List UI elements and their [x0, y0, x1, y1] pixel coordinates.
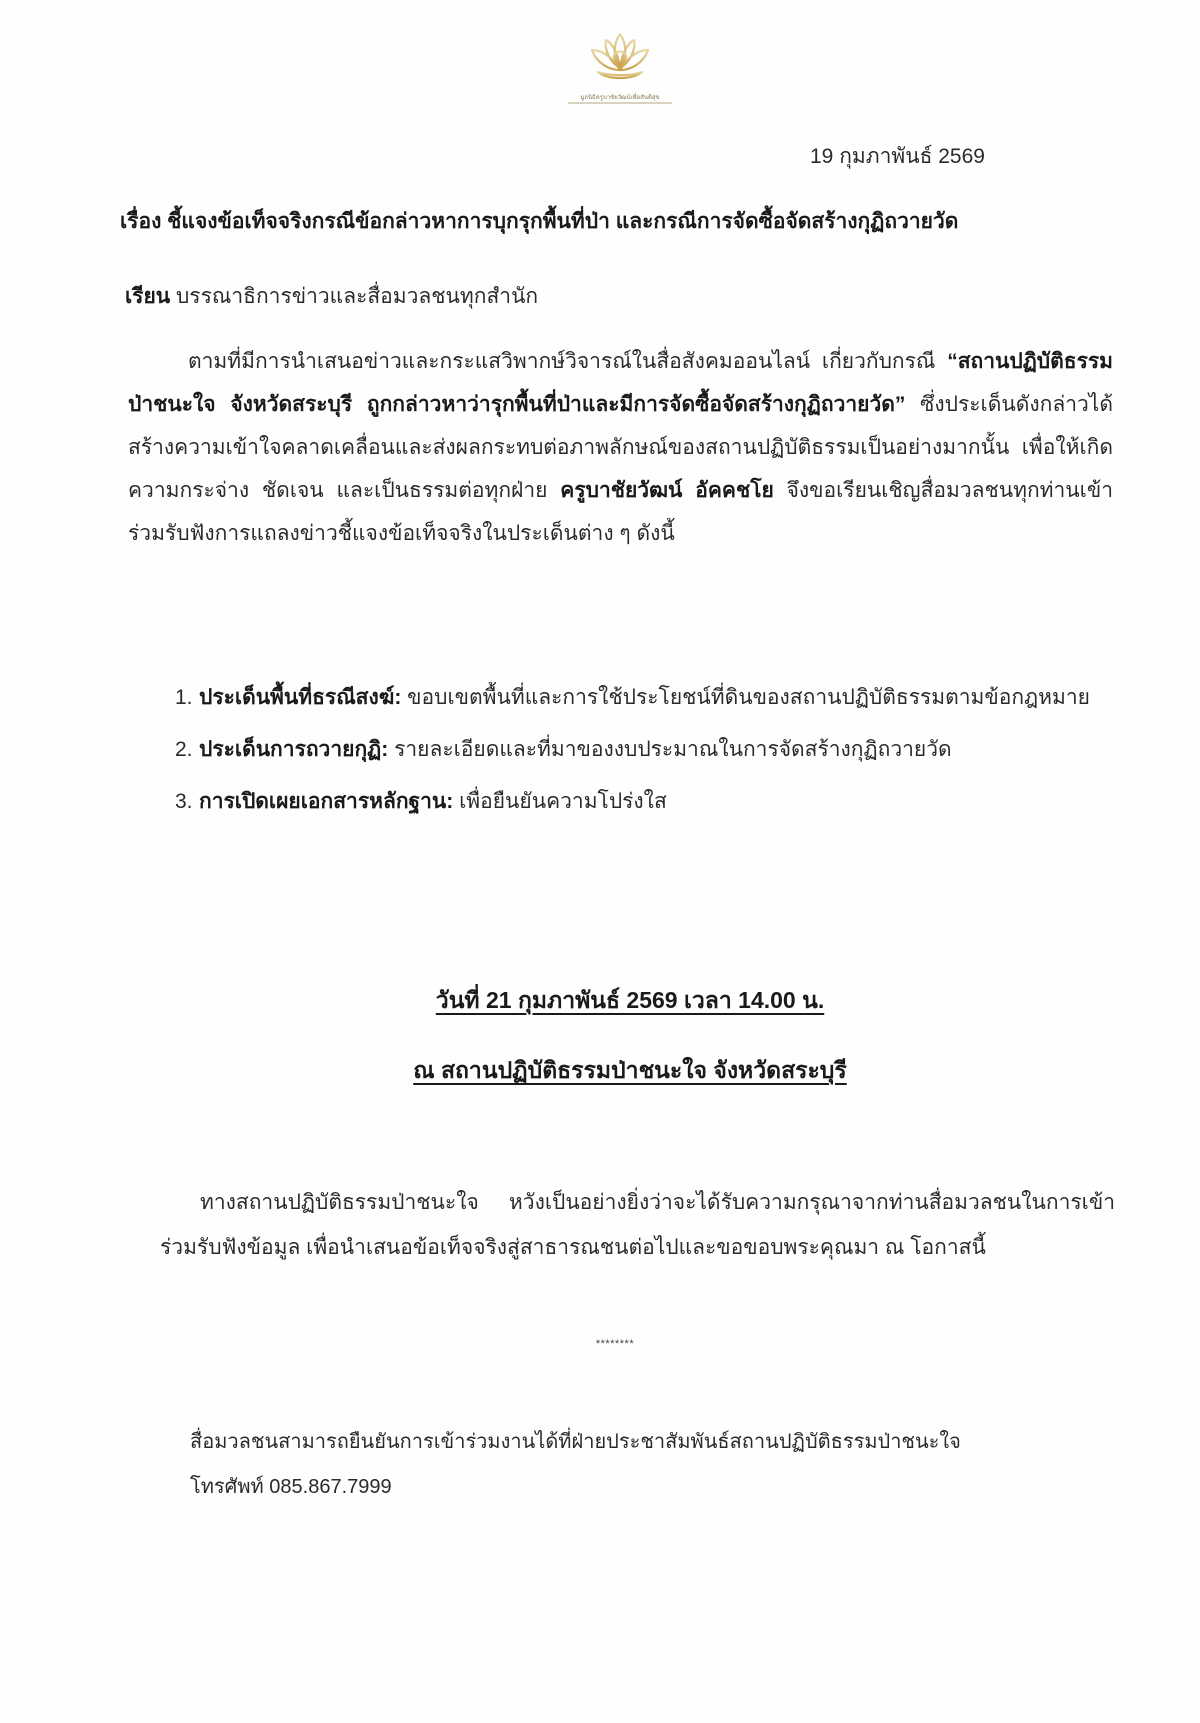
issue-detail: เพื่อยืนยันความโปร่งใส [453, 790, 667, 813]
issue-item-1 [175, 672, 1095, 724]
issue-detail: ขอบเขตพื้นที่และการใช้ประโยชน์ที่ดินของสถานปฏิบัติธรรมตามข้อกฎหมาย [401, 686, 1090, 709]
intro-paragraph [128, 340, 1113, 555]
issue-item-3 [175, 776, 1095, 828]
lotus-icon [580, 28, 660, 90]
intro-text-1: ตามที่มีการนำเสนอข่าวและกระแสวิพากษ์วิจารณ์ในสื่อสังคมออนไลน์ เกี่ยวกับกรณี [188, 350, 936, 373]
recipient-label: เรียน [125, 285, 171, 308]
intro-quote: “สถานปฏิบัติธรรมป่าชนะใจ จังหวัดสระบุรี ถูกกล่าวหาว่ารุกพื้นที่ป่าและมีการจัดซื้อจัดสร้างกุฏิถวายวัด” [128, 350, 1113, 416]
closing-paragraph [160, 1180, 1115, 1270]
event-datetime-text: วันที่ 21 กุมภาพันธ์ 2569 เวลา 14.00 น. [435, 987, 825, 1013]
issue-title: ประเด็นการถวายกุฏิ: [199, 738, 389, 761]
issue-title: ประเด็นพื้นที่ธรณีสงฆ์: [199, 686, 402, 709]
event-venue [60, 1053, 1200, 1089]
letter-recipient [125, 280, 538, 313]
letter-subject: เรื่อง ชี้แจงข้อเท็จจริงกรณีข้อกล่าวหาการบุกรุกพื้นที่ป่า และกรณีการจัดซื้อจัดสร้างกุฏิถวายวัด [120, 210, 959, 233]
phone-number: 085.867.7999 [269, 1476, 392, 1498]
closing-text: ทางสถานปฏิบัติธรรมป่าชนะใจ หวังเป็นอย่างยิ่งว่าจะได้รับความกรุณาจากท่านสื่อมวลชนในการเข้าร่วมรับฟังข้อมูล เพื่อนำเสนอข้อเท็จจริงสู่สาธารณชนต่อไปและขอขอบพระคุณมา ณ โอกาสนี้ [160, 1191, 1115, 1259]
issue-item-2 [175, 724, 1095, 776]
logo-subcaption-line [568, 102, 672, 104]
phone-label: โทรศัพท์ [190, 1476, 264, 1498]
intro-text-2: ซึ่งประเด็นดังกล่าวได้สร้างความเข้าใจคลาดเคลื่อนและส่งผลกระทบต่อภาพลักษณ์ของสถานปฏิบัติธรรมเป็นอย่างมากนั้น เพื่อให้เกิดความกระจ่าง ชัดเจน และเป็นธรรมต่อทุกฝ่าย [128, 393, 1113, 502]
intro-text-3: จึงขอเรียนเชิญสื่อมวลชนทุกท่านเข้าร่วมรับฟังการแถลงข่าวชี้แจงข้อเท็จจริงในประเด็นต่าง ๆ ดังนี้ [128, 479, 1113, 545]
recipient-value: บรรณาธิการข่าวและสื่อมวลชนทุกสำนัก [175, 285, 539, 308]
foundation-logo [560, 28, 680, 108]
issue-number: 3. [175, 790, 193, 813]
issue-title: การเปิดเผยเอกสารหลักฐาน: [199, 790, 454, 813]
issues-list [175, 672, 1095, 828]
issue-detail: รายละเอียดและที่มาของงบประมาณในการจัดสร้างกุฏิถวายวัด [388, 738, 952, 761]
letter-date: 19 กุมภาพันธ์ 2569 [810, 145, 985, 168]
issue-number: 1. [175, 686, 193, 709]
logo-caption: มูลนิธิครูบาชัยวัฒน์เพื่อสันติสุข [580, 94, 660, 101]
contact-phone-row [190, 1465, 1090, 1510]
issue-number: 2. [175, 738, 193, 761]
contact-info [190, 1420, 1090, 1510]
intro-name: ครูบาชัยวัฒน์ อัคคชโย [560, 479, 774, 502]
contact-line: สื่อมวลชนสามารถยืนยันการเข้าร่วมงานได้ที่ฝ่ายประชาสัมพันธ์สถานปฏิบัติธรรมป่าชนะใจ [190, 1431, 961, 1453]
event-venue-text: ณ สถานปฏิบัติธรรมป่าชนะใจ จังหวัดสระบุรี [413, 1057, 847, 1083]
section-divider: ******** [595, 1338, 635, 1350]
event-datetime [60, 983, 1200, 1019]
